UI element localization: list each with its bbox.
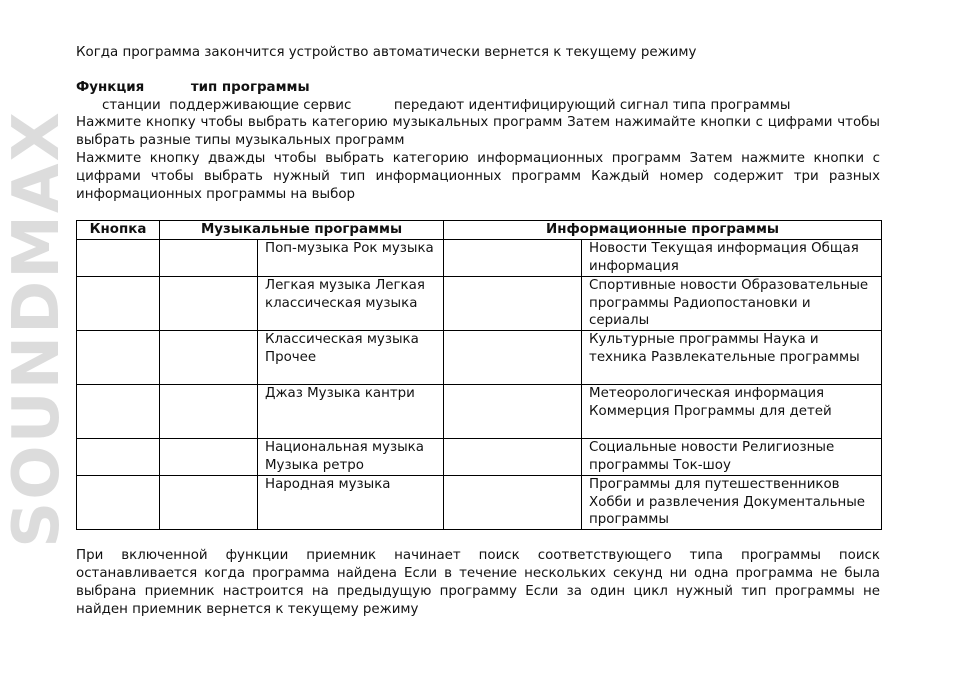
table-row xyxy=(77,385,882,439)
music-program-cell: Национальная музыка Музыка ретро xyxy=(258,439,444,476)
section-heading: Функция тип программы xyxy=(76,79,310,95)
closing-paragraph: При включенной функции приемник начинает поиск соответствующего типа программы поиск останавливается когда программа найдена Если в течение нескольких секунд ни одна программа не была выбрана приемник настроится на предыдущую программу Если за один цикл нужный тип программы не найден приемник вернется к текущему режиму xyxy=(76,548,880,617)
music-program-cell: Народная музыка xyxy=(258,475,444,529)
music-program-cell: Классическая музыка Прочее xyxy=(258,331,444,385)
info-key-cell xyxy=(444,240,582,277)
info-program-cell: Спортивные новости Образовательные программы Радиопостановки и сериалы xyxy=(582,276,882,330)
music-key-cell xyxy=(160,439,258,476)
music-key-cell xyxy=(160,276,258,330)
table-row xyxy=(77,475,882,529)
info-program-cell: Культурные программы Наука и техника Развлекательные программы xyxy=(582,331,882,385)
music-key-cell xyxy=(160,385,258,439)
button-cell xyxy=(77,276,160,330)
table-row xyxy=(77,276,882,330)
button-cell xyxy=(77,240,160,277)
table-row xyxy=(77,240,882,277)
info-program-cell: Новости Текущая информация Общая информация xyxy=(582,240,882,277)
intro-paragraph: Когда программа закончится устройство автоматически вернется к текущему режиму xyxy=(76,45,697,60)
button-cell xyxy=(77,439,160,476)
rds-description-line: станции поддерживающие сервис передают идентифицирующий сигнал типа программы xyxy=(102,97,791,113)
header-button: Кнопка xyxy=(77,221,160,240)
info-program-cell: Метеорологическая информация Коммерция Программы для детей xyxy=(582,385,882,439)
button-cell xyxy=(77,385,160,439)
info-key-cell xyxy=(444,385,582,439)
header-music-programs: Музыкальные программы xyxy=(160,221,444,240)
header-info-programs: Информационные программы xyxy=(444,221,882,240)
info-key-cell xyxy=(444,439,582,476)
music-key-cell xyxy=(160,240,258,277)
table-row xyxy=(77,331,882,385)
music-program-cell: Поп-музыка Рок музыка xyxy=(258,240,444,277)
info-key-cell xyxy=(444,276,582,330)
table-header-row xyxy=(77,221,882,240)
music-key-cell xyxy=(160,331,258,385)
music-program-cell: Легкая музыка Легкая классическая музыка xyxy=(258,276,444,330)
button-cell xyxy=(77,331,160,385)
info-program-cell: Программы для путешественников Хобби и развлечения Документальные программы xyxy=(582,475,882,529)
info-key-cell xyxy=(444,475,582,529)
table-row xyxy=(77,439,882,476)
music-key-cell xyxy=(160,475,258,529)
info-program-cell: Социальные новости Религиозные программы Ток-шоу xyxy=(582,439,882,476)
page-content xyxy=(76,44,880,618)
info-instruction-paragraph: Нажмите кнопку дважды чтобы выбрать категорию информационных программ Затем нажмите кнопки с цифрами чтобы выбрать нужный тип информационных программ Каждый номер содержит три разных информационных программы на выбор xyxy=(76,150,880,202)
program-type-table xyxy=(76,220,882,530)
music-instruction-paragraph: Нажмите кнопку чтобы выбрать категорию музыкальных программ Затем нажимайте кнопки с цифрами чтобы выбрать разные типы музыкальных программ xyxy=(76,115,880,149)
music-program-cell: Джаз Музыка кантри xyxy=(258,385,444,439)
info-key-cell xyxy=(444,331,582,385)
brand-watermark-text: SOUNDMAX xyxy=(0,110,74,548)
button-cell xyxy=(77,475,160,529)
brand-watermark xyxy=(0,55,74,603)
